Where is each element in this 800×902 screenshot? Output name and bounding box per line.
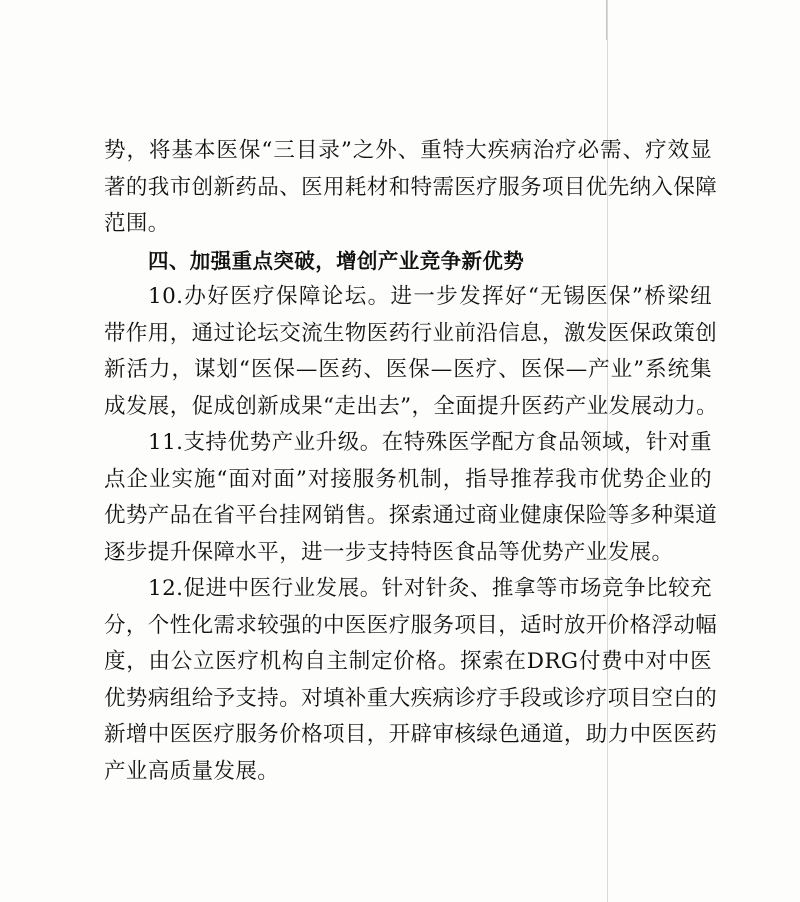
paragraph-11 — [104, 425, 718, 571]
document-body — [104, 133, 719, 790]
text-line: 10.办好医疗保障论坛。进一步发挥好“无锡医保”桥梁纽 — [148, 284, 712, 309]
text-line: 点企业实施“面对面”对接服务机制，指导推荐我市优势企业的 — [104, 466, 712, 492]
text-line: 势，将基本医保“三目录”之外、重特大疾病治疗必需、疗效显 — [104, 138, 712, 163]
text-line: 范围。 — [104, 211, 170, 236]
text-line: 带作用，通过论坛交流生物医药行业前沿信息，激发医保政策创 — [104, 320, 718, 346]
text-line: 度，由公立医疗机构自主制定价格。探索在DRG付费中对中医 — [104, 649, 712, 674]
text-line: 分，个性化需求较强的中医医疗服务项目，适时放开价格浮动幅 — [104, 612, 718, 638]
text-line: 新活力，谋划“医保—医药、医保—医疗、医保—产业”系统集 — [104, 357, 712, 382]
text-line: 著的我市创新药品、医用耗材和特需医疗服务项目优先纳入保障 — [104, 174, 718, 200]
paragraph-10 — [104, 279, 719, 425]
text-line: 新增中医医疗服务价格项目，开辟审核绿色通道，助力中医医药 — [104, 722, 718, 747]
text-line: 产业高质量发展。 — [104, 758, 280, 784]
text-line: 成发展，促成创新成果“走出去”，全面提升医药产业发展动力。 — [104, 393, 719, 419]
text-line: 11.支持优势产业升级。在特殊医学配方食品领域，针对重 — [148, 430, 712, 455]
paragraph-12 — [104, 571, 718, 790]
text-line: 逐步提升保障水平，进一步支持特医食品等优势产业发展。 — [104, 539, 674, 565]
text-line: 优势病组给予支持。对填补重大疾病诊疗手段或诊疗项目空白的 — [104, 685, 718, 711]
text-line: 12.促进中医行业发展。针对针灸、推拿等市场竞争比较充 — [148, 576, 712, 601]
section-heading: 四、加强重点突破，增创产业竞争新优势 — [148, 248, 525, 273]
text-line: 优势产品在省平台挂网销售。探索通过商业健康保险等多种渠道 — [104, 503, 718, 528]
paragraph-continuation — [104, 133, 718, 243]
